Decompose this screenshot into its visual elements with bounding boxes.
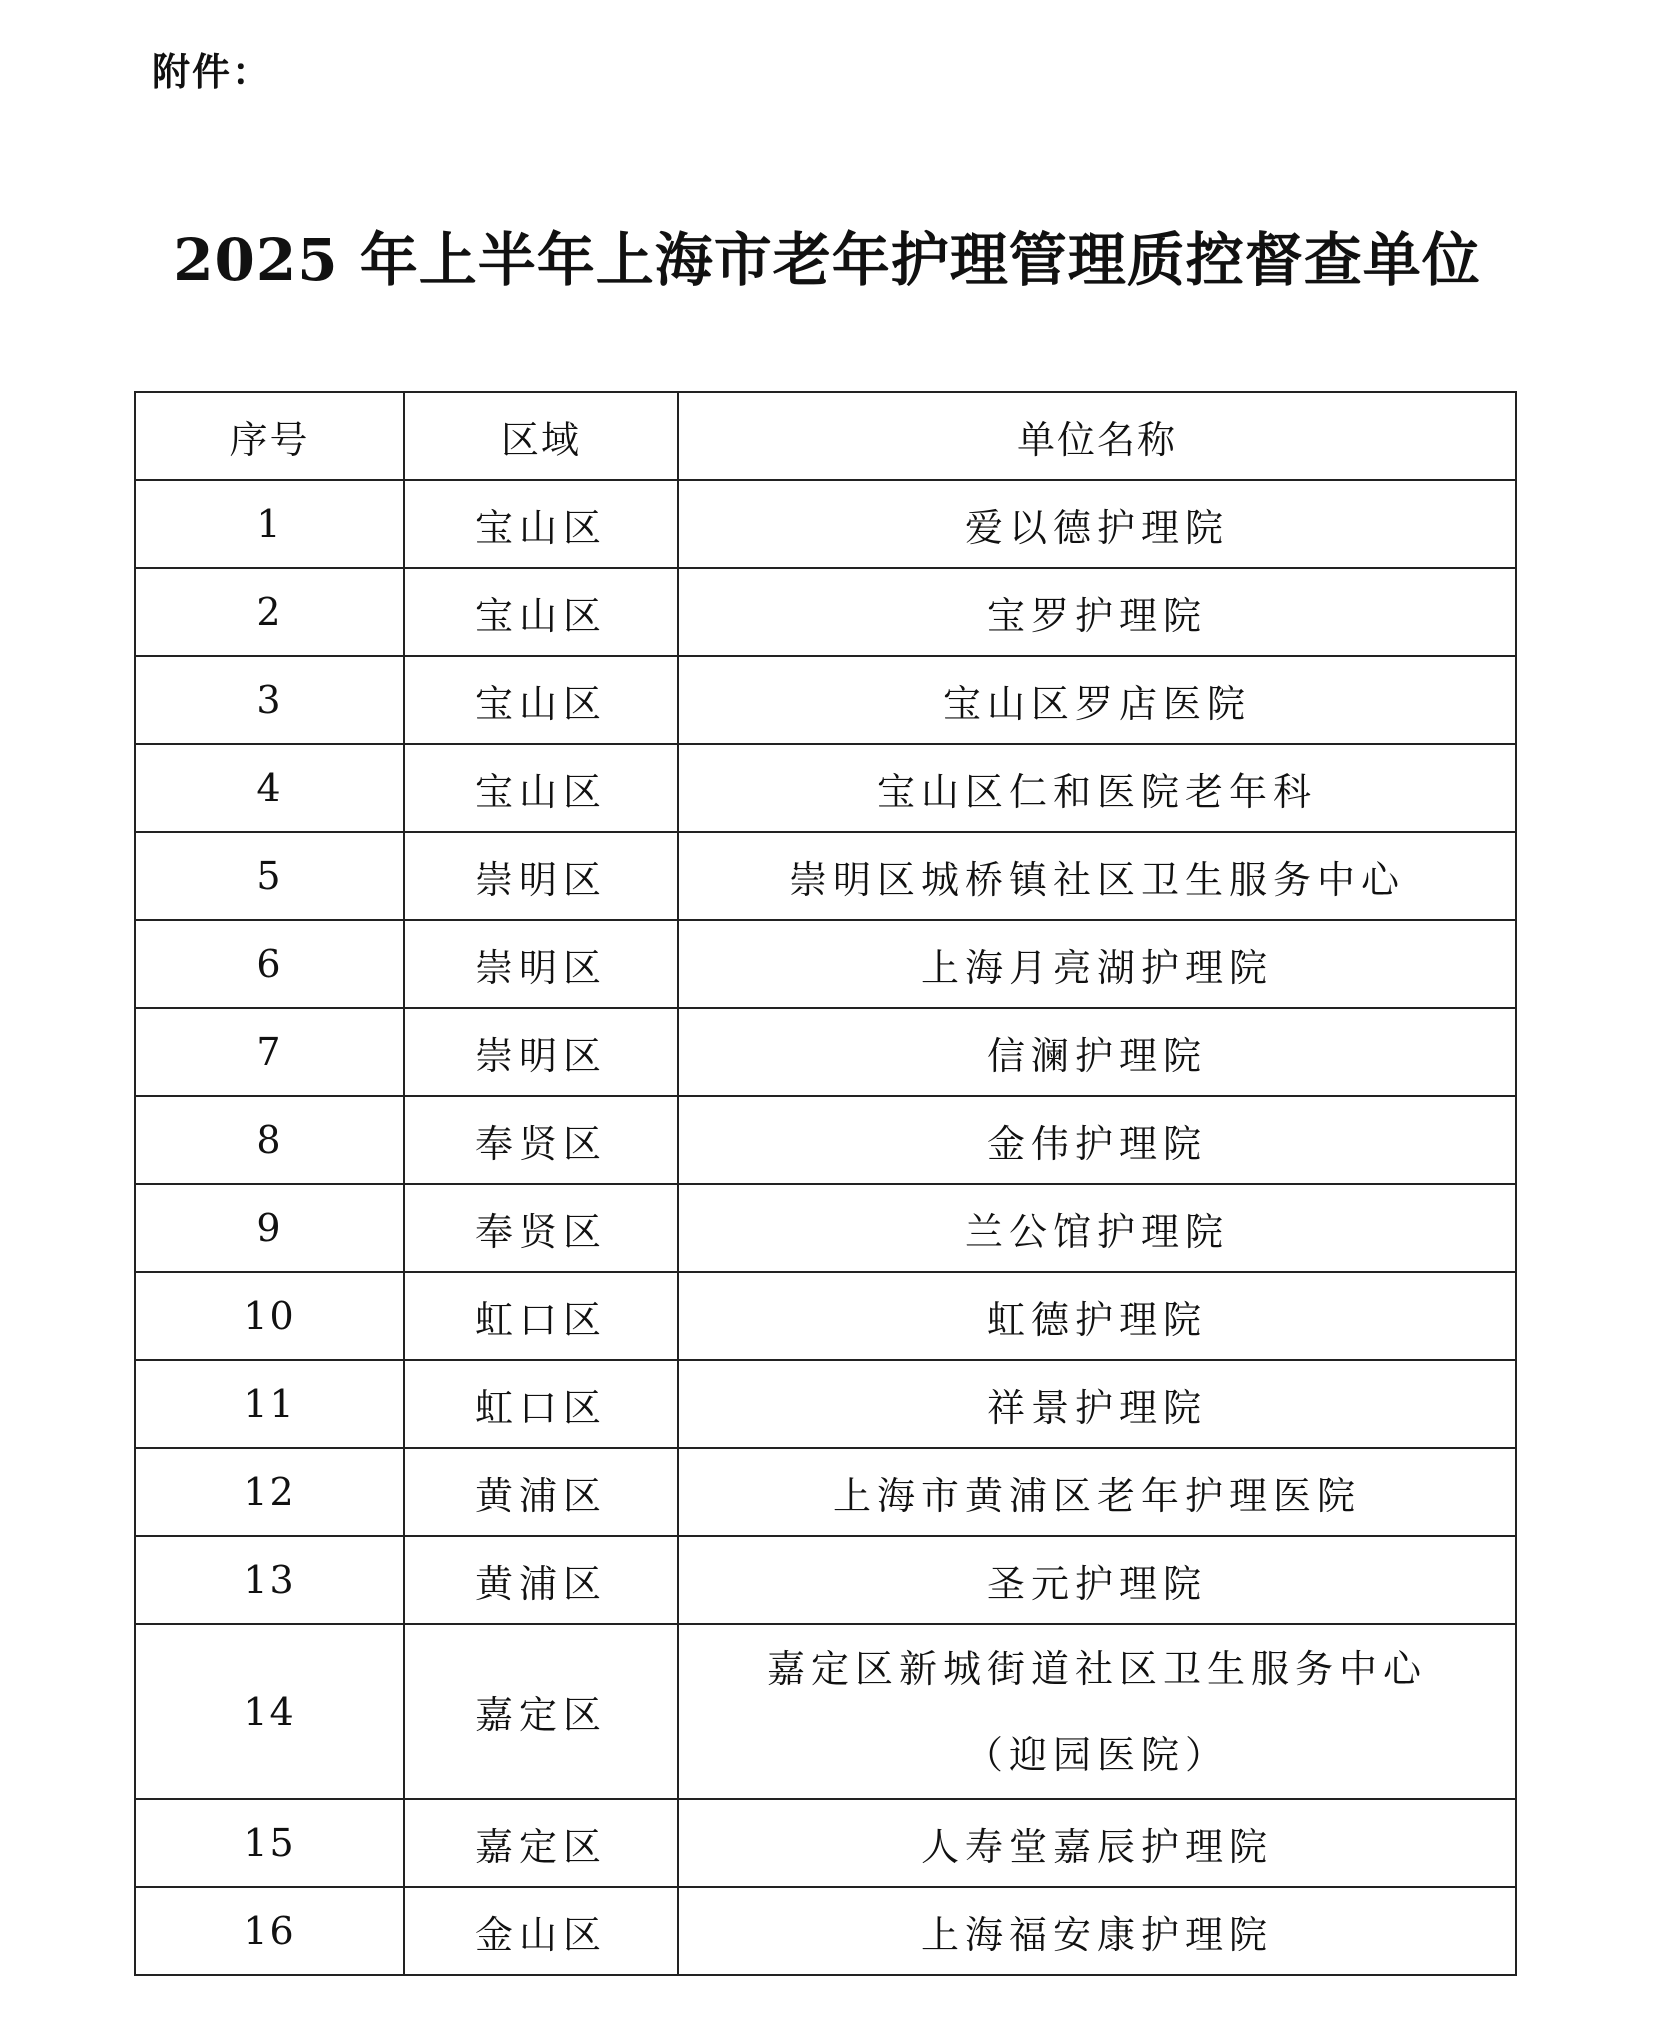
table-row — [135, 1448, 1516, 1536]
row-district: 嘉定区 — [404, 1799, 678, 1887]
table-row — [135, 1799, 1516, 1887]
row-number: 9 — [135, 1184, 404, 1272]
row-unit-name: 虹德护理院 — [678, 1272, 1516, 1360]
row-unit-name: 信澜护理院 — [678, 1008, 1516, 1096]
row-number: 15 — [135, 1799, 404, 1887]
row-unit-name: 人寿堂嘉辰护理院 — [678, 1799, 1516, 1887]
row-unit-name — [678, 1624, 1516, 1799]
inspection-units-table — [134, 391, 1517, 1976]
row-unit-name: 上海月亮湖护理院 — [678, 920, 1516, 1008]
table-row — [135, 744, 1516, 832]
page-title: 2025 年上半年上海市老年护理管理质控督查单位 — [173, 226, 1481, 294]
row-unit-name: 上海福安康护理院 — [678, 1887, 1516, 1975]
row-number: 4 — [135, 744, 404, 832]
row-unit-name: 金伟护理院 — [678, 1096, 1516, 1184]
row-district: 崇明区 — [404, 832, 678, 920]
row-district: 虹口区 — [404, 1272, 678, 1360]
attachment-label: 附件： — [152, 50, 273, 94]
row-unit-name-line2: （迎园医院） — [964, 1732, 1229, 1777]
row-number: 7 — [135, 1008, 404, 1096]
row-unit-name: 宝山区罗店医院 — [678, 656, 1516, 744]
row-unit-name: 兰公馆护理院 — [678, 1184, 1516, 1272]
row-number: 2 — [135, 568, 404, 656]
row-number: 6 — [135, 920, 404, 1008]
row-number: 16 — [135, 1887, 404, 1975]
row-number: 13 — [135, 1536, 404, 1624]
row-district: 宝山区 — [404, 568, 678, 656]
table-row — [135, 1008, 1516, 1096]
row-number: 5 — [135, 832, 404, 920]
table-header-row — [135, 392, 1516, 480]
row-district: 宝山区 — [404, 656, 678, 744]
header-serial-number: 序号 — [135, 392, 404, 480]
row-district: 黄浦区 — [404, 1536, 678, 1624]
table-row — [135, 832, 1516, 920]
header-unit-name: 单位名称 — [678, 392, 1516, 480]
row-number: 11 — [135, 1360, 404, 1448]
header-district: 区域 — [404, 392, 678, 480]
table-row — [135, 1096, 1516, 1184]
row-unit-name: 宝山区仁和医院老年科 — [678, 744, 1516, 832]
table-row — [135, 920, 1516, 1008]
table-row — [135, 1272, 1516, 1360]
row-district: 崇明区 — [404, 1008, 678, 1096]
table-row — [135, 1624, 1516, 1799]
row-district: 宝山区 — [404, 480, 678, 568]
row-number: 10 — [135, 1272, 404, 1360]
row-district: 嘉定区 — [404, 1624, 678, 1799]
row-unit-name: 祥景护理院 — [678, 1360, 1516, 1448]
row-unit-name: 爱以德护理院 — [678, 480, 1516, 568]
table-row — [135, 1887, 1516, 1975]
table-row — [135, 1184, 1516, 1272]
row-district: 崇明区 — [404, 920, 678, 1008]
row-unit-name: 宝罗护理院 — [678, 568, 1516, 656]
row-number: 14 — [135, 1624, 404, 1799]
table-row — [135, 568, 1516, 656]
row-district: 金山区 — [404, 1887, 678, 1975]
table-row — [135, 480, 1516, 568]
row-unit-name: 上海市黄浦区老年护理医院 — [678, 1448, 1516, 1536]
row-unit-name: 圣元护理院 — [678, 1536, 1516, 1624]
row-number: 8 — [135, 1096, 404, 1184]
row-unit-name-line1: 嘉定区新城街道社区卫生服务中心 — [766, 1646, 1427, 1691]
row-district: 虹口区 — [404, 1360, 678, 1448]
row-district: 黄浦区 — [404, 1448, 678, 1536]
table-row — [135, 656, 1516, 744]
row-number: 1 — [135, 480, 404, 568]
row-number: 3 — [135, 656, 404, 744]
row-district: 奉贤区 — [404, 1184, 678, 1272]
table-row — [135, 1360, 1516, 1448]
row-unit-name: 崇明区城桥镇社区卫生服务中心 — [678, 832, 1516, 920]
row-district: 宝山区 — [404, 744, 678, 832]
table-row — [135, 1536, 1516, 1624]
row-number: 12 — [135, 1448, 404, 1536]
row-district: 奉贤区 — [404, 1096, 678, 1184]
